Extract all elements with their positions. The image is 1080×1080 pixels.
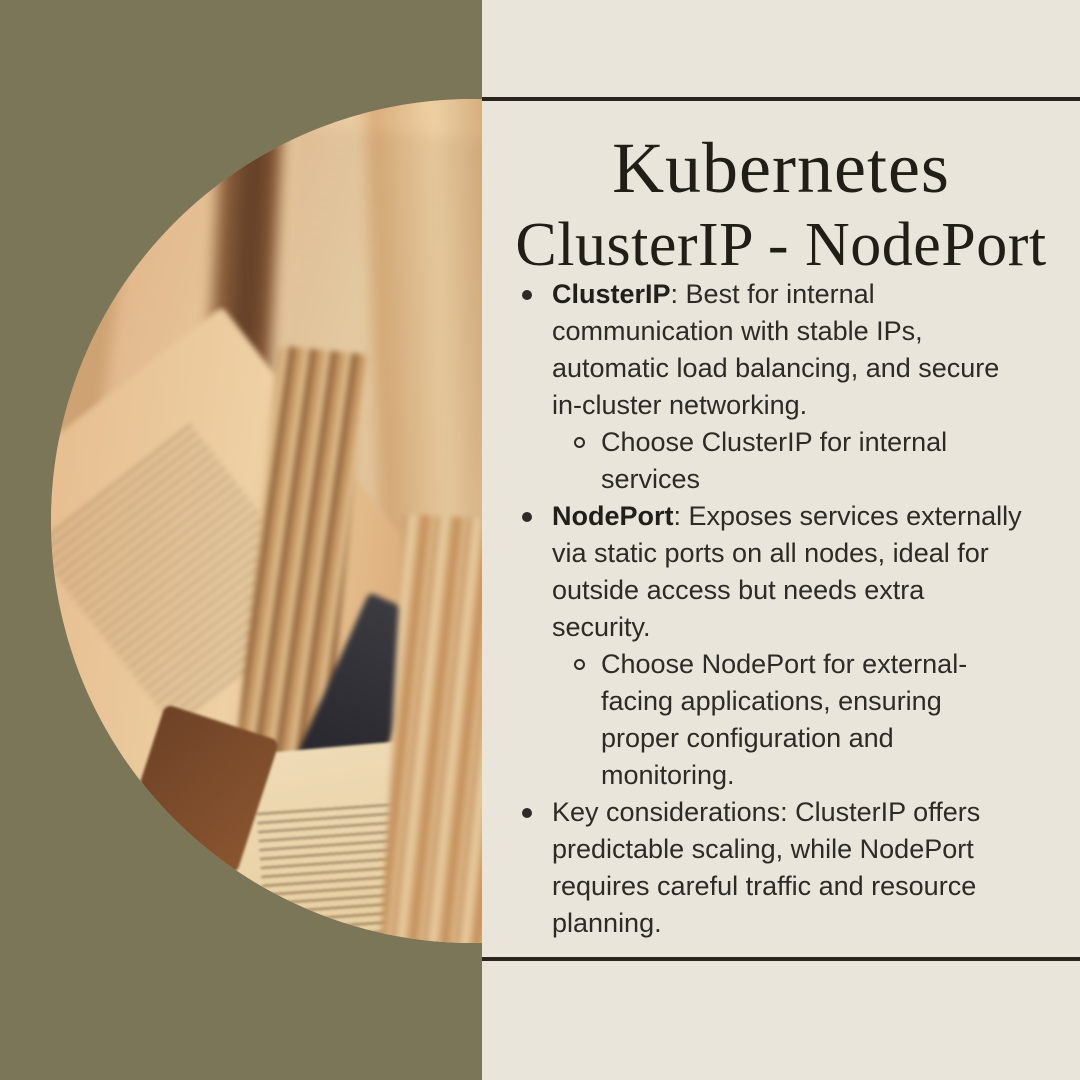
bullet-text bbox=[601, 424, 947, 498]
bullet-text-line: proper configuration and bbox=[601, 723, 894, 753]
bullet-text-line: planning. bbox=[552, 908, 662, 938]
bullet-text-line: via static ports on all nodes, ideal for bbox=[552, 538, 989, 568]
sub-bullet-item bbox=[562, 424, 1066, 498]
bullet-text-line: outside access but needs extra bbox=[552, 575, 925, 605]
bullet-text-line: facing applications, ensuring bbox=[601, 686, 942, 716]
page-title: Kubernetes bbox=[612, 128, 950, 208]
bullet-text-line: in-cluster networking. bbox=[552, 390, 808, 420]
bullet-text-line: NodePort: Exposes services externally bbox=[552, 501, 1022, 531]
bullet-text-line: predictable scaling, while NodePort bbox=[552, 834, 974, 864]
bullet-text bbox=[601, 646, 967, 794]
bullet-text bbox=[552, 276, 999, 424]
bullet-item bbox=[510, 498, 1066, 646]
bullet-text bbox=[552, 794, 980, 942]
bullet-item bbox=[510, 276, 1066, 424]
bullet-disc-marker bbox=[522, 808, 532, 818]
bullet-text-line: communication with stable IPs, bbox=[552, 316, 923, 346]
bullet-disc-marker bbox=[522, 290, 532, 300]
bullet-text bbox=[552, 498, 1022, 646]
bullet-item bbox=[510, 794, 1066, 942]
bottom-divider-rule bbox=[482, 957, 1080, 961]
bullet-text-line: requires careful traffic and resource bbox=[552, 871, 977, 901]
bullet-text-line: security. bbox=[552, 612, 651, 642]
bullet-list bbox=[510, 276, 1066, 942]
bullet-circle-marker bbox=[574, 437, 585, 448]
page-subtitle: ClusterIP - NodePort bbox=[515, 211, 1047, 279]
title-block bbox=[482, 126, 1080, 280]
bullet-text-line: Choose ClusterIP for internal bbox=[601, 427, 948, 457]
sub-bullet-item bbox=[562, 646, 1066, 794]
bullet-text-line: ClusterIP: Best for internal bbox=[552, 279, 875, 309]
bullet-disc-marker bbox=[522, 512, 532, 522]
bullet-circle-marker bbox=[574, 659, 585, 670]
content-panel bbox=[482, 0, 1080, 1080]
bullet-text-line: Choose NodePort for external- bbox=[601, 649, 968, 679]
bullet-text-line: monitoring. bbox=[601, 760, 735, 790]
bullet-text-line: automatic load balancing, and secure bbox=[552, 353, 1000, 383]
bullet-text-line: Key considerations: ClusterIP offers bbox=[552, 797, 981, 827]
bullet-text-line: services bbox=[601, 464, 701, 494]
top-divider-rule bbox=[482, 97, 1080, 101]
